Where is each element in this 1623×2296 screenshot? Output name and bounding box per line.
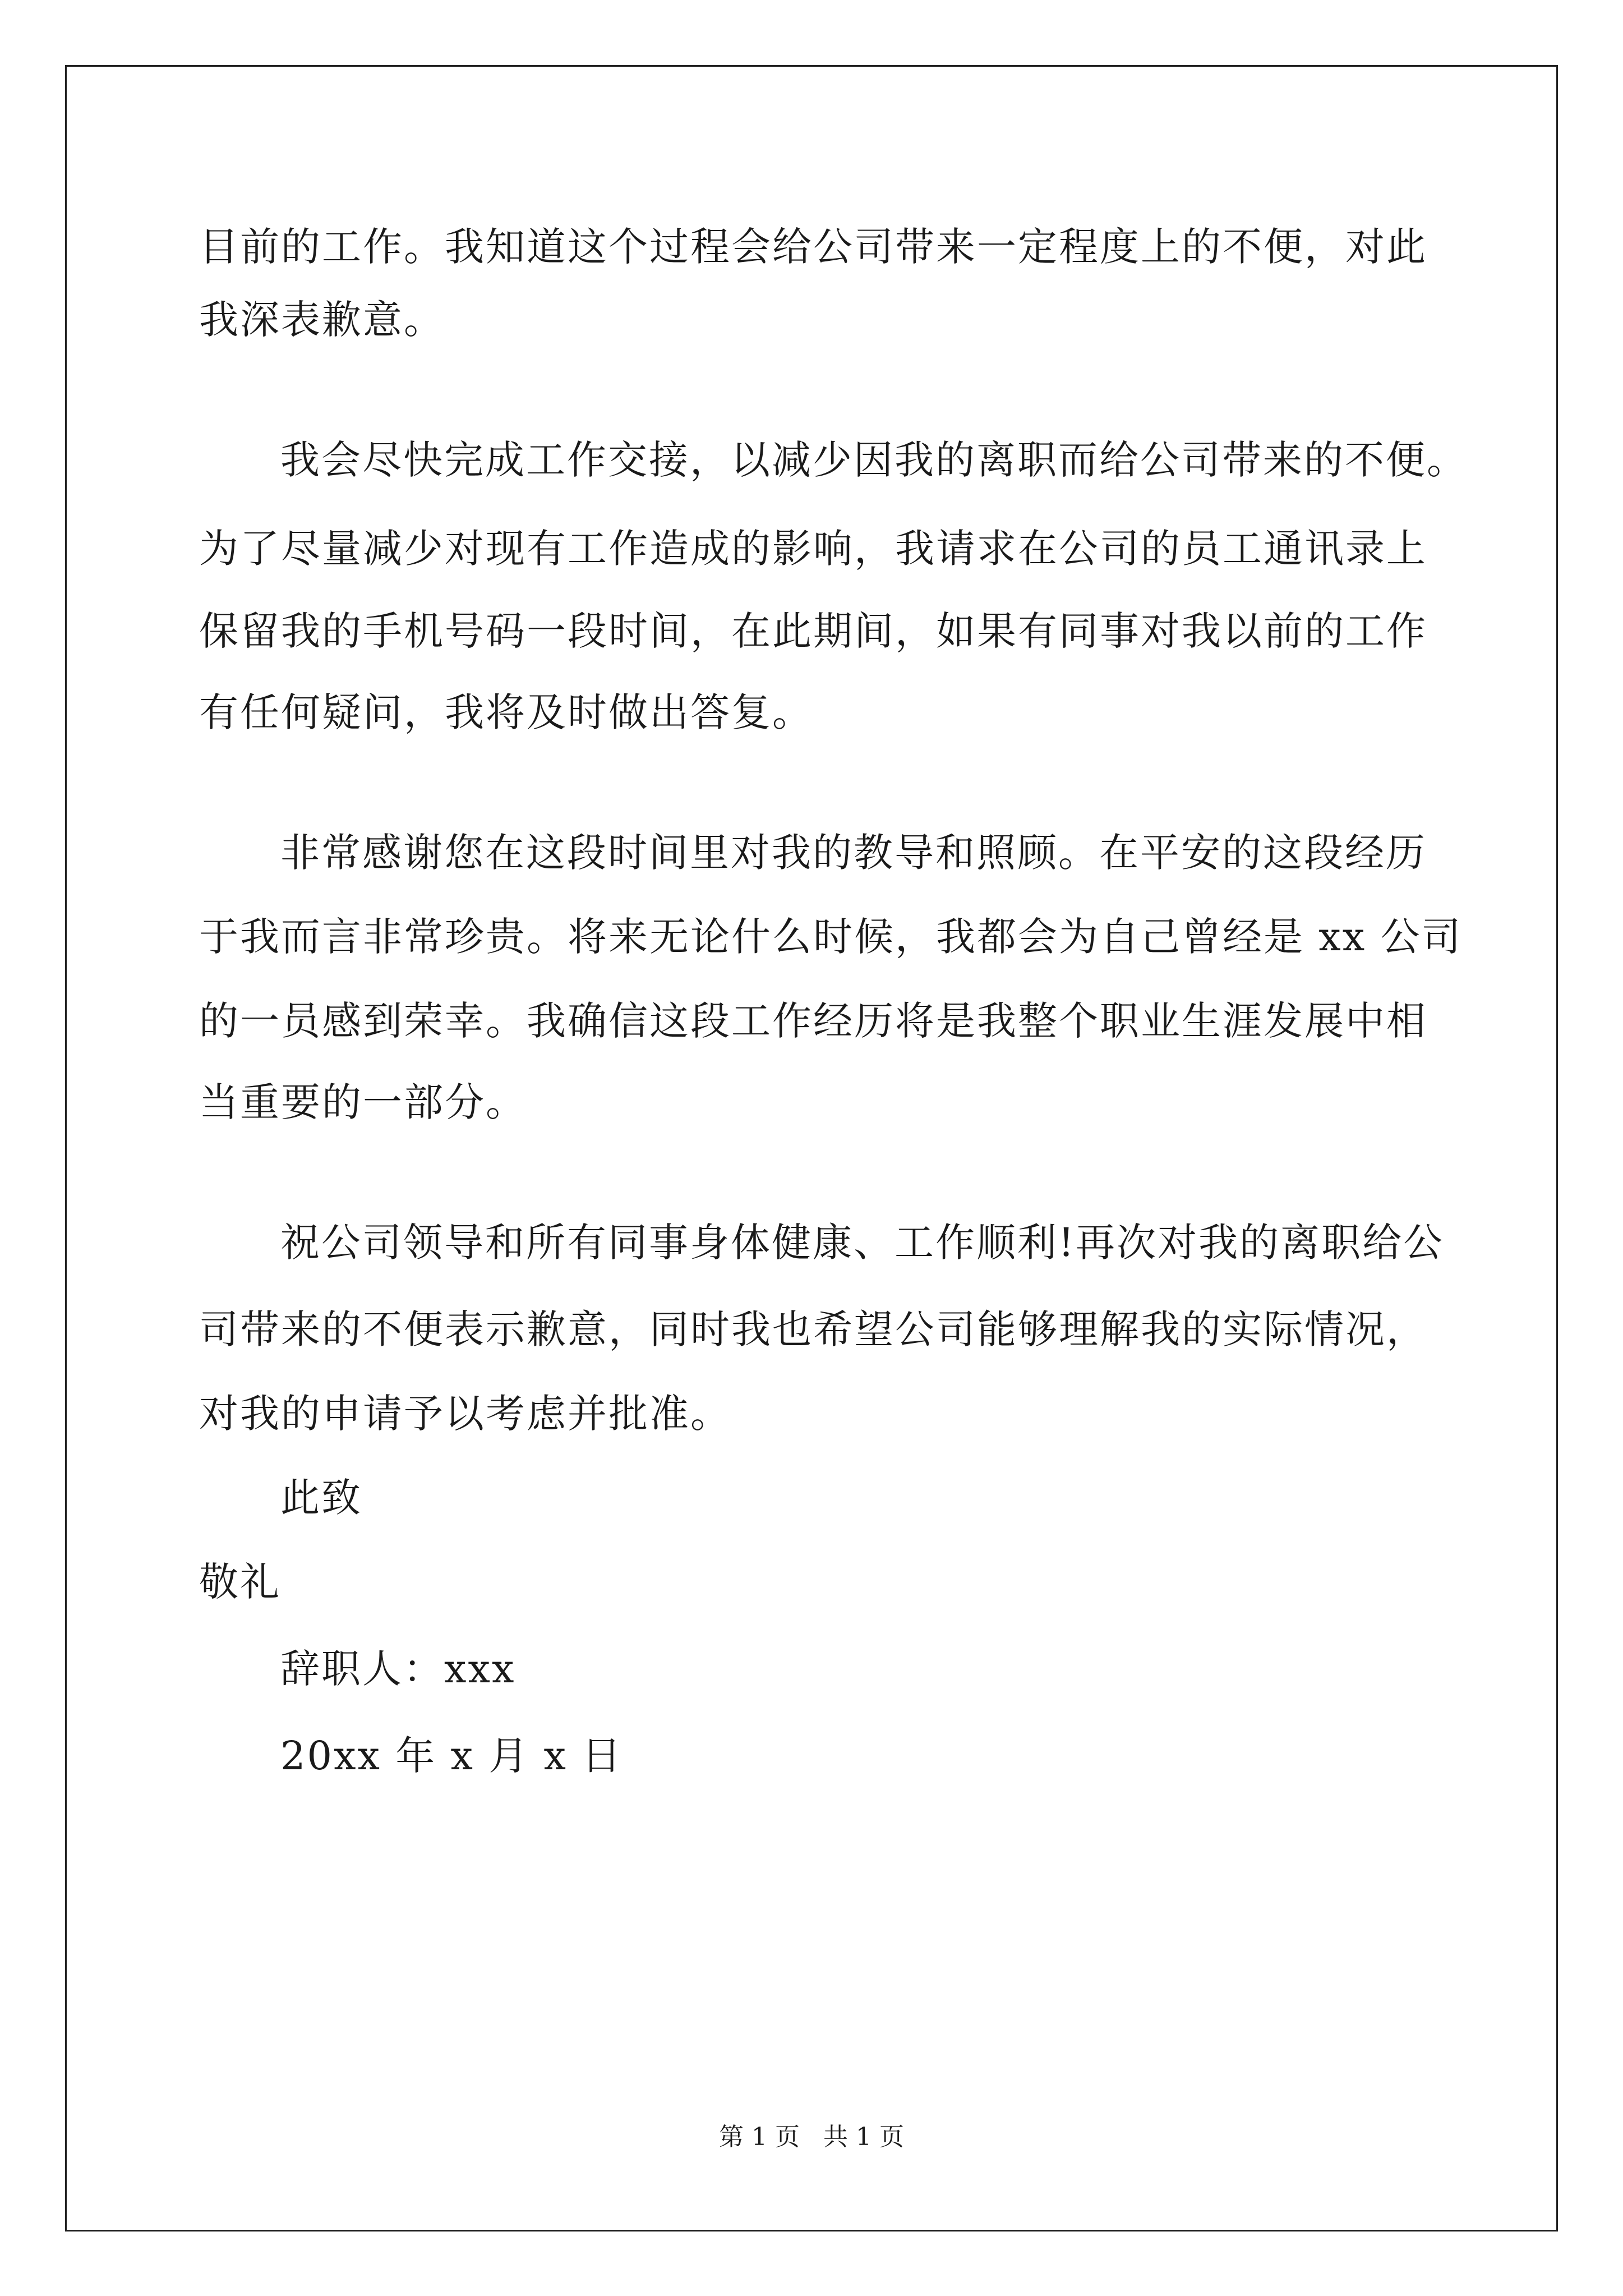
text-line: 对我的申请予以考虑并批准。 bbox=[199, 1391, 731, 1437]
page-border bbox=[65, 65, 1558, 2231]
page-footer: 第 1 页 共 1 页 bbox=[719, 2123, 904, 2151]
salutation: 敬礼 bbox=[199, 1559, 281, 1605]
text-line: 的一员感到荣幸。我确信这段工作经历将是我整个职业生涯发展中相 bbox=[199, 998, 1427, 1044]
closing: 此致 bbox=[280, 1475, 362, 1521]
signature: 辞职人：xxx bbox=[280, 1646, 516, 1692]
paragraph-first-line: 祝公司领导和所有同事身体健康、工作顺利!再次对我的离职给公 bbox=[280, 1220, 1445, 1266]
text-line: 我深表歉意。 bbox=[199, 297, 445, 343]
text-line: 目前的工作。我知道这个过程会给公司带来一定程度上的不便，对此 bbox=[199, 224, 1427, 270]
paragraph-first-line: 非常感谢您在这段时间里对我的教导和照顾。在平安的这段经历 bbox=[280, 830, 1427, 876]
paragraph-first-line: 我会尽快完成工作交接，以减少因我的离职而给公司带来的不便。 bbox=[280, 437, 1468, 483]
text-line: 当重要的一部分。 bbox=[199, 1079, 527, 1125]
date: 20xx 年 x 月 x 日 bbox=[280, 1733, 623, 1779]
text-line: 有任何疑问，我将及时做出答复。 bbox=[199, 689, 813, 735]
text-line: 司带来的不便表示歉意，同时我也希望公司能够理解我的实际情况， bbox=[199, 1306, 1427, 1352]
text-line: 保留我的手机号码一段时间，在此期间，如果有同事对我以前的工作 bbox=[199, 608, 1427, 654]
text-line: 为了尽量减少对现有工作造成的影响，我请求在公司的员工通讯录上 bbox=[199, 526, 1427, 572]
text-line: 于我而言非常珍贵。将来无论什么时候，我都会为自己曾经是 xx 公司 bbox=[199, 914, 1463, 960]
